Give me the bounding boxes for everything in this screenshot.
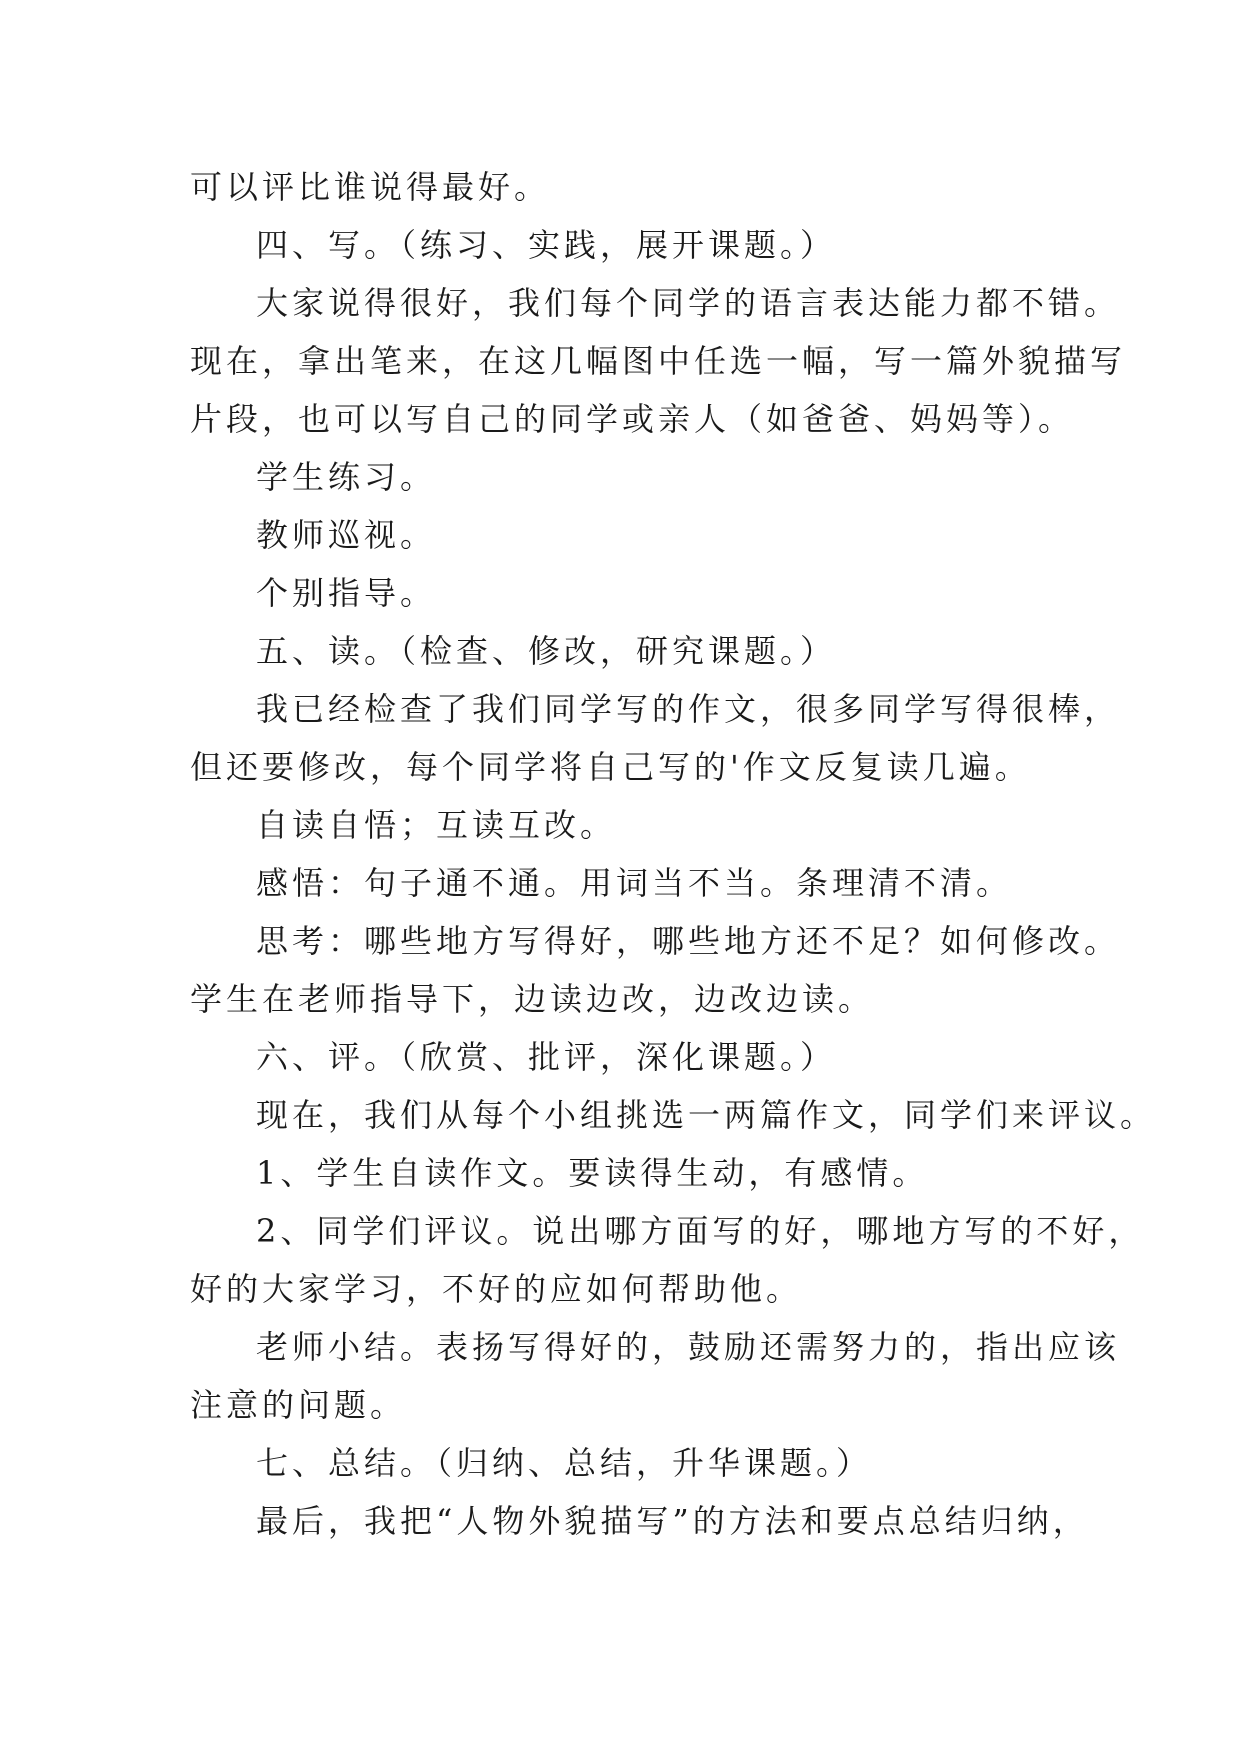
text-line: 学生在老师指导下，边读边改，边改边读。 bbox=[190, 980, 875, 1018]
text-line: 现在，拿出笔来，在这几幅图中任选一幅，写一篇外貌描写 bbox=[190, 342, 1127, 380]
document-body bbox=[190, 158, 1157, 1550]
section-heading-evaluate: 六、评。（欣赏、批评，深化课题。） bbox=[256, 1038, 837, 1076]
list-item: 2、同学们评议。说出哪方面写的好，哪地方写的不好， bbox=[256, 1212, 1145, 1250]
text-line: 注意的问题。 bbox=[190, 1386, 407, 1424]
text-line: 学生练习。 bbox=[256, 458, 437, 496]
list-item: 1、学生自读作文。要读得生动，有感情。 bbox=[256, 1154, 929, 1192]
text-line: 个别指导。 bbox=[256, 574, 437, 612]
text-line: 可以评比谁说得最好。 bbox=[190, 168, 551, 206]
text-line: 最后，我把“人物外貌描写”的方法和要点总结归纳， bbox=[256, 1502, 1089, 1540]
section-heading-write: 四、写。（练习、实践，展开课题。） bbox=[256, 226, 837, 264]
text-line: 自读自悟；互读互改。 bbox=[256, 806, 617, 844]
text-line: 但还要修改，每个同学将自己写的'作文反复读几遍。 bbox=[190, 748, 1031, 786]
text-line: 老师小结。表扬写得好的，鼓励还需努力的，指出应该 bbox=[256, 1328, 1121, 1366]
text-line: 现在，我们从每个小组挑选一两篇作文，同学们来评议。 bbox=[256, 1096, 1157, 1134]
text-line: 好的大家学习，不好的应如何帮助他。 bbox=[190, 1270, 803, 1308]
text-line: 我已经检查了我们同学写的作文，很多同学写得很棒， bbox=[256, 690, 1121, 728]
section-heading-summary: 七、总结。（归纳、总结，升华课题。） bbox=[256, 1444, 873, 1482]
text-line: 大家说得很好，我们每个同学的语言表达能力都不错。 bbox=[256, 284, 1121, 322]
text-line: 思考：哪些地方写得好，哪些地方还不足？如何修改。 bbox=[256, 922, 1121, 960]
text-line: 片段，也可以写自己的同学或亲人（如爸爸、妈妈等）。 bbox=[190, 400, 1075, 438]
text-line: 感悟：句子通不通。用词当不当。条理清不清。 bbox=[256, 864, 1013, 902]
text-line: 教师巡视。 bbox=[256, 516, 437, 554]
section-heading-read: 五、读。（检查、修改，研究课题。） bbox=[256, 632, 837, 670]
